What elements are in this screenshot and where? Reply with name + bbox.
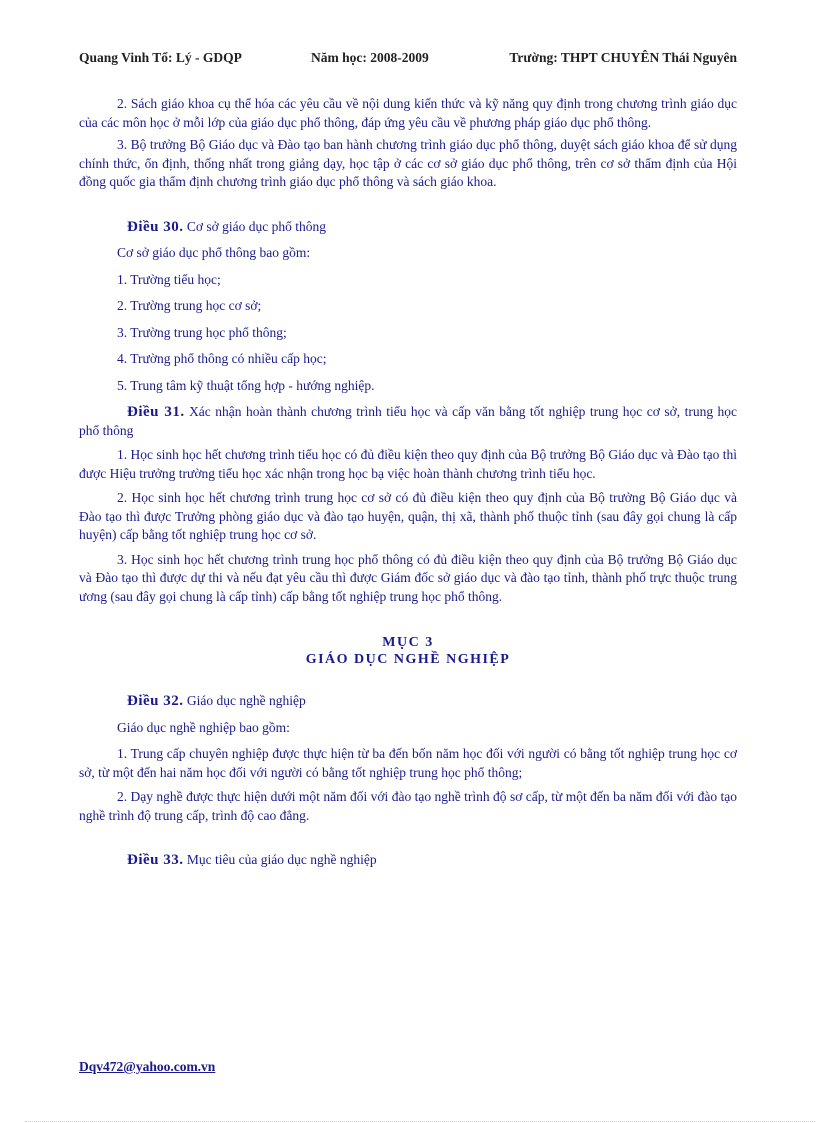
article-30-intro: Cơ sở giáo dục phổ thông bao gồm: — [117, 245, 311, 260]
list-item: 5. Trung tâm kỹ thuật tổng hợp - hướng nghiệp. — [117, 377, 375, 393]
list-item: 3. Trường trung học phổ thông; — [117, 324, 287, 340]
list-item: 2. Trường trung học cơ sở; — [117, 298, 262, 313]
article-31-paragraph-2: 2. Học sinh học hết chương trình trung học cơ sở có đủ điều kiện theo quy định của Bộ trưởng Bộ Giáo dục và Đào tạo thì được Trưởng phòng giáo dục và đào tạo huyện, quận, thị xã, thành phố thuộc tỉnh (sau đây gọi chung là cấp huyện) cấp bằng tốt nghiệp trung học cơ sở. — [79, 490, 737, 542]
section-number: MỤC 3 — [382, 635, 434, 650]
list-item: 4. Trường phổ thông có nhiều cấp học; — [117, 351, 327, 366]
document-body — [79, 95, 737, 870]
article-32-paragraph-2: 2. Dạy nghề được thực hiện dưới một năm đối với đào tạo nghề trình độ sơ cấp, từ một đến ba năm đối với đào tạo nghề trình độ trung cấp, trình độ cao đẳng. — [79, 789, 737, 823]
header-author: Quang Vinh Tổ: Lý - GDQP — [79, 50, 242, 65]
article-31-label: Điều 31. — [127, 404, 185, 420]
article-33-label: Điều 33. — [127, 852, 184, 868]
article-30-title: Cơ sở giáo dục phổ thông — [186, 218, 327, 234]
article-31-heading — [79, 403, 737, 440]
section-heading — [79, 634, 737, 668]
author-email-link[interactable]: Dqv472@yahoo.com.vn — [79, 1059, 216, 1074]
list-item: 1. Trường tiểu học; — [117, 271, 221, 287]
article-31-paragraph-3: 3. Học sinh học hết chương trình trung học phổ thông có đủ điều kiện theo quy định của Bộ trưởng Bộ Giáo dục và Đào tạo thì được dự thi và nếu đạt yêu cầu thì được Giám đốc sở giáo dục và đào tạo tỉnh, thành phố trực thuộc trung ương (sau đây gọi chung là cấp tỉnh) cấp bằng tốt nghiệp trung học phổ thông. — [79, 551, 737, 604]
page-header — [79, 50, 737, 68]
paragraph-3: 3. Bộ trưởng Bộ Giáo dục và Đào tạo ban hành chương trình giáo dục phổ thông, duyệt sách giáo khoa để sử dụng chính thức, ổn định, thống nhất trong giảng dạy, học tập ở các cơ sở giáo dục phổ thông, trên cơ sở thẩm định của Hội đồng quốc gia thẩm định chương trình giáo dục phổ thông và sách giáo khoa. — [79, 137, 737, 189]
article-32-paragraph-1: 1. Trung cấp chuyên nghiệp được thực hiện từ ba đến bốn năm học đối với người có bằng tốt nghiệp trung học cơ sở, từ một đến hai năm học đối với người có bằng tốt nghiệp trung học phổ thông; — [79, 746, 737, 780]
header-school: Trường: THPT CHUYÊN Thái Nguyên — [509, 50, 737, 65]
header-year: Năm học: 2008-2009 — [311, 50, 429, 65]
footer-divider — [25, 1121, 815, 1122]
article-33-title: Mục tiêu của giáo dục nghề nghiệp — [186, 852, 377, 867]
article-32-title: Giáo dục nghề nghiệp — [186, 693, 306, 708]
paragraph-2: 2. Sách giáo khoa cụ thể hóa các yêu cầu về nội dung kiến thức và kỹ năng quy định trong chương trình giáo dục của các môn học ở mỗi lớp của giáo dục phổ thông, đáp ứng yêu cầu về phương pháp giáo dục phổ thông. — [79, 96, 737, 130]
article-30-label: Điều 30. — [127, 218, 184, 235]
article-31-paragraph-1: 1. Học sinh học hết chương trình tiểu học có đủ điều kiện theo quy định của Bộ trưởng Bộ Giáo dục và Đào tạo thì được Hiệu trưởng trường tiểu học xác nhận trong học bạ việc hoàn thành chương trình tiểu học. — [79, 447, 737, 481]
article-30-heading — [79, 218, 737, 237]
article-32-label: Điều 32. — [127, 693, 184, 709]
article-32-intro: Giáo dục nghề nghiệp bao gồm: — [117, 719, 290, 735]
article-33-heading — [79, 851, 737, 870]
article-31-title: Xác nhận hoàn thành chương trình tiểu học và cấp văn bằng tốt nghiệp trung học cơ sở, trung học phổ thông — [79, 404, 738, 438]
section-title: GIÁO DỤC NGHỀ NGHIỆP — [305, 652, 511, 667]
article-32-heading — [79, 692, 737, 711]
